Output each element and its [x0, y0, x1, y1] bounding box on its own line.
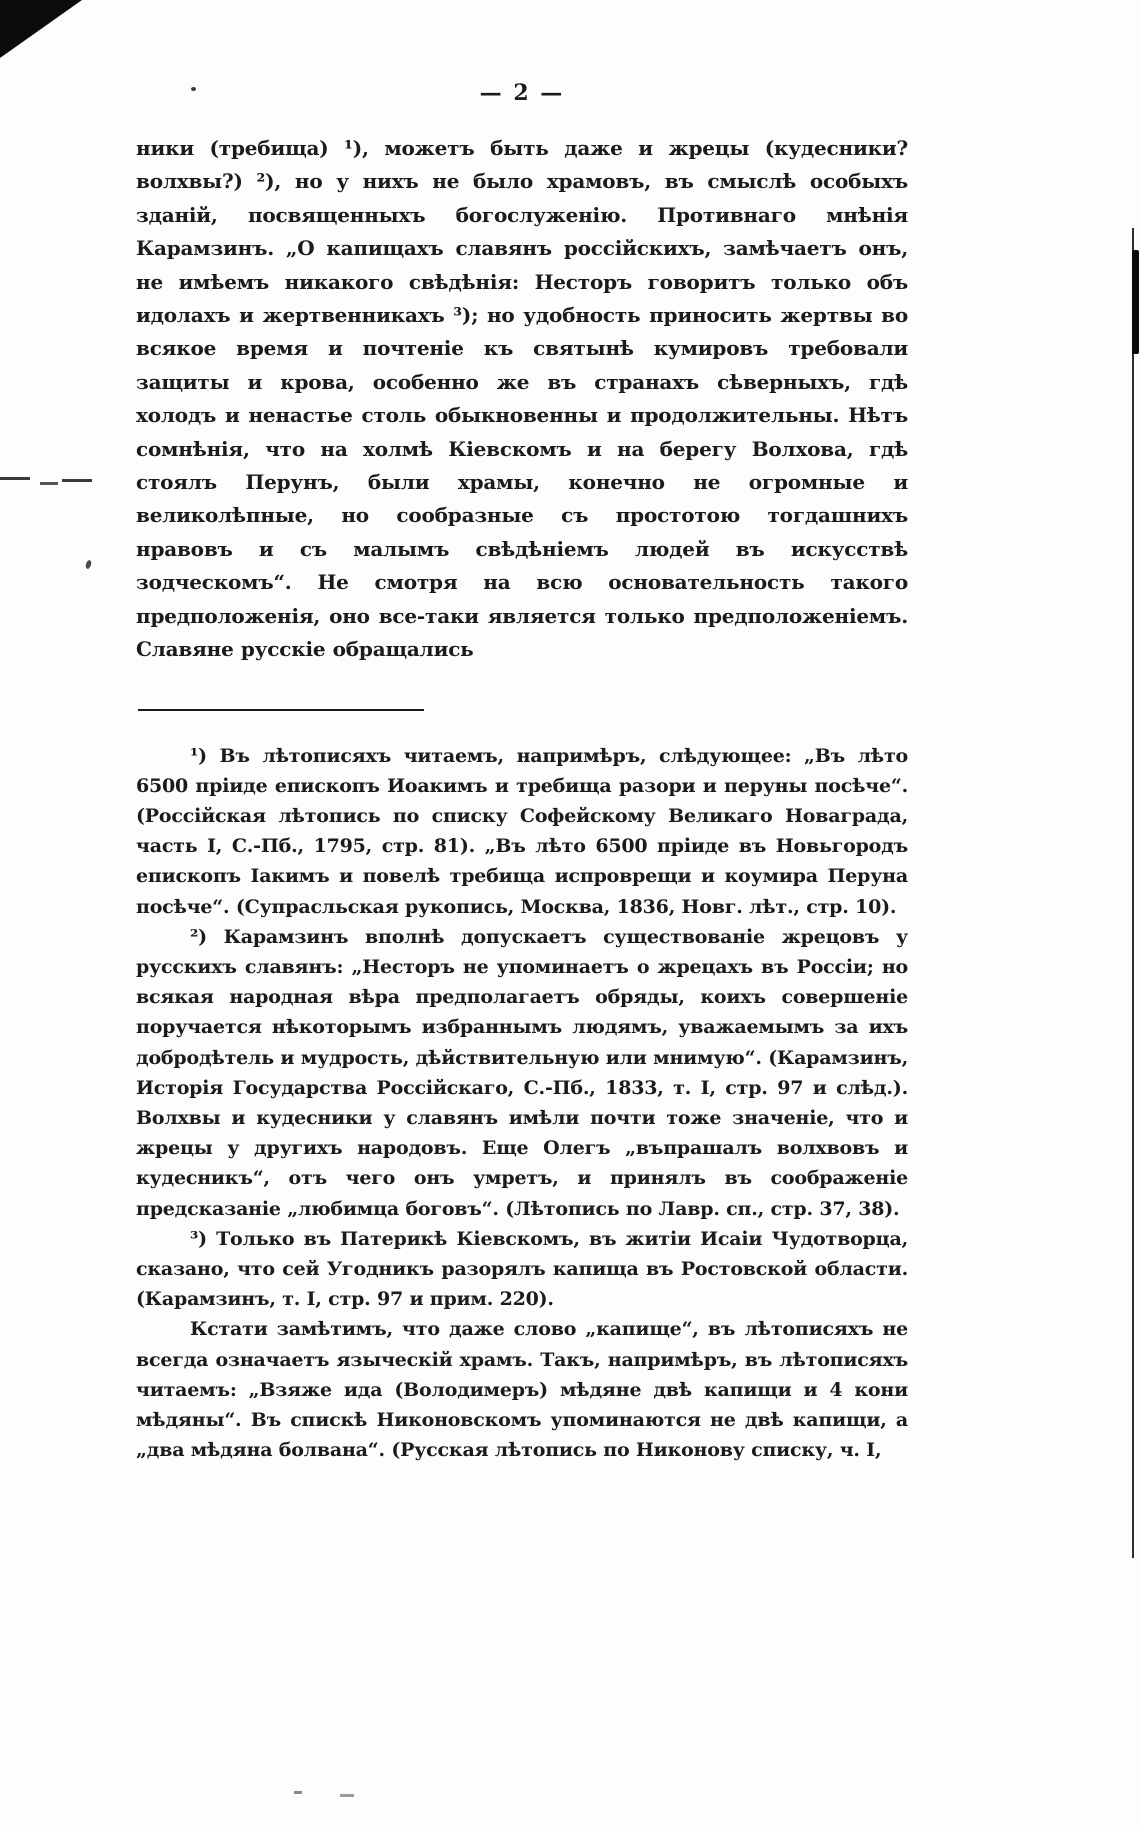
scan-artifact-speck [294, 1791, 302, 1794]
scan-artifact-right-edge-bar [1132, 250, 1139, 354]
footnote-1: ¹) Въ лѣтописяхъ читаемъ, напримѣръ, слѣдующее: „Въ лѣто 6500 пріиде епископъ Иоакимъ и требища разори и перуны посѣче“. (Россійская лѣтопись по списку Софейскому Великаго Новаграда, часть I, С.-Пб., 1795, стр. 81). „Въ лѣто 6500 пріиде въ Новьгородъ епископъ Іакимъ и повелѣ требища испроврещи и коумира Перуна посѣче“. (Супрасльская рукопись, Москва, 1836, Новг. лѣт., стр. 10). [136, 744, 908, 918]
scan-artifact-right-edge-line [1132, 228, 1134, 1558]
scan-artifact-corner-wedge [0, 0, 82, 58]
footnote-2: ²) Карамзинъ вполнѣ допускаетъ существованіе жрецовъ у русскихъ славянъ: „Несторъ не упоминаетъ о жрецахъ въ Россіи; но всякая народная вѣра предполагаетъ обряды, коихъ совершеніе поручается нѣкоторымъ избраннымъ людямъ, уважаемымъ за ихъ добродѣтель и мудрость, дѣйствительную или мнимую“. (Карамзинъ, Исторія Государства Россійскаго, С.-Пб., 1833, т. I, стр. 97 и слѣд.). Волхвы и кудесники у славянъ имѣли почти тоже значеніе, что и жрецы у другихъ народовъ. Еще Олегъ „въпрашалъ волхвовъ и кудесникъ“, отъ чего онъ умретъ, и принялъ въ соображеніе предсказаніе „любимца боговъ“. (Лѣтопись по Лавр. сп., стр. 37, 38). [136, 925, 908, 1220]
scan-artifact-speck [85, 559, 93, 569]
scan-artifact-speck [340, 1794, 354, 1797]
scan-artifact-margin-dash [40, 482, 58, 485]
footnote-separator [138, 709, 424, 711]
main-paragraph: ники (требища) ¹), можетъ быть даже и жрецы (кудесники? волхвы?) ²), но у нихъ не было храмовъ, въ смыслѣ особыхъ зданій, посвященныхъ богослуженію. Противнаго мнѣнія Карамзинъ. „О капищахъ славянъ россійскихъ, замѣчаетъ онъ, не имѣемъ никакого свѣдѣнія: Несторъ говоритъ только объ идолахъ и жертвенникахъ ³); но удобность приносить жертвы во всякое время и почтеніе къ святынѣ кумировъ требовали защиты и крова, особенно же въ странахъ сѣверныхъ, гдѣ холодъ и ненастье столь обыкновенны и продолжительны. Нѣтъ сомнѣнія, что на холмѣ Кіевскомъ и на берегу Волхова, гдѣ стоялъ Перунъ, были храмы, конечно не огромные и великолѣпные, но сообразные съ простотою тогдашнихъ нравовъ и съ малымъ свѣдѣніемъ людей въ искусствѣ зодческомъ“. Не смотря на всю основательность такого предположенія, оно все-таки является только предположеніемъ. Славяне русскіе обращались [136, 136, 908, 662]
footnote-4: Кстати замѣтимъ, что даже слово „капище“, въ лѣтописяхъ не всегда означаетъ языческій храмъ. Такъ, напримѣръ, въ лѣтописяхъ читаемъ: „Взяже ида (Володимеръ) мѣдяне двѣ капищи и 4 кони мѣдяны“. Въ спискѣ Никоновскомъ упоминаются не двѣ капищи, а „два мѣдяна болвана“. (Русская лѣтопись по Никонову списку, ч. I, [136, 1318, 908, 1462]
footnote-3: ³) Только въ Патерикѣ Кіевскомъ, въ житіи Исаіи Чудотворца, сказано, что сей Угодникъ разорялъ капища въ Ростовской области. (Карамзинъ, т. I, стр. 97 и прим. 220). [136, 1227, 908, 1311]
scan-artifact-margin-dash [0, 477, 30, 480]
page-number: — 2 — [479, 80, 565, 106]
scan-artifact-margin-dash [62, 479, 92, 482]
footnotes-section [136, 741, 908, 1466]
book-page [136, 80, 908, 1465]
